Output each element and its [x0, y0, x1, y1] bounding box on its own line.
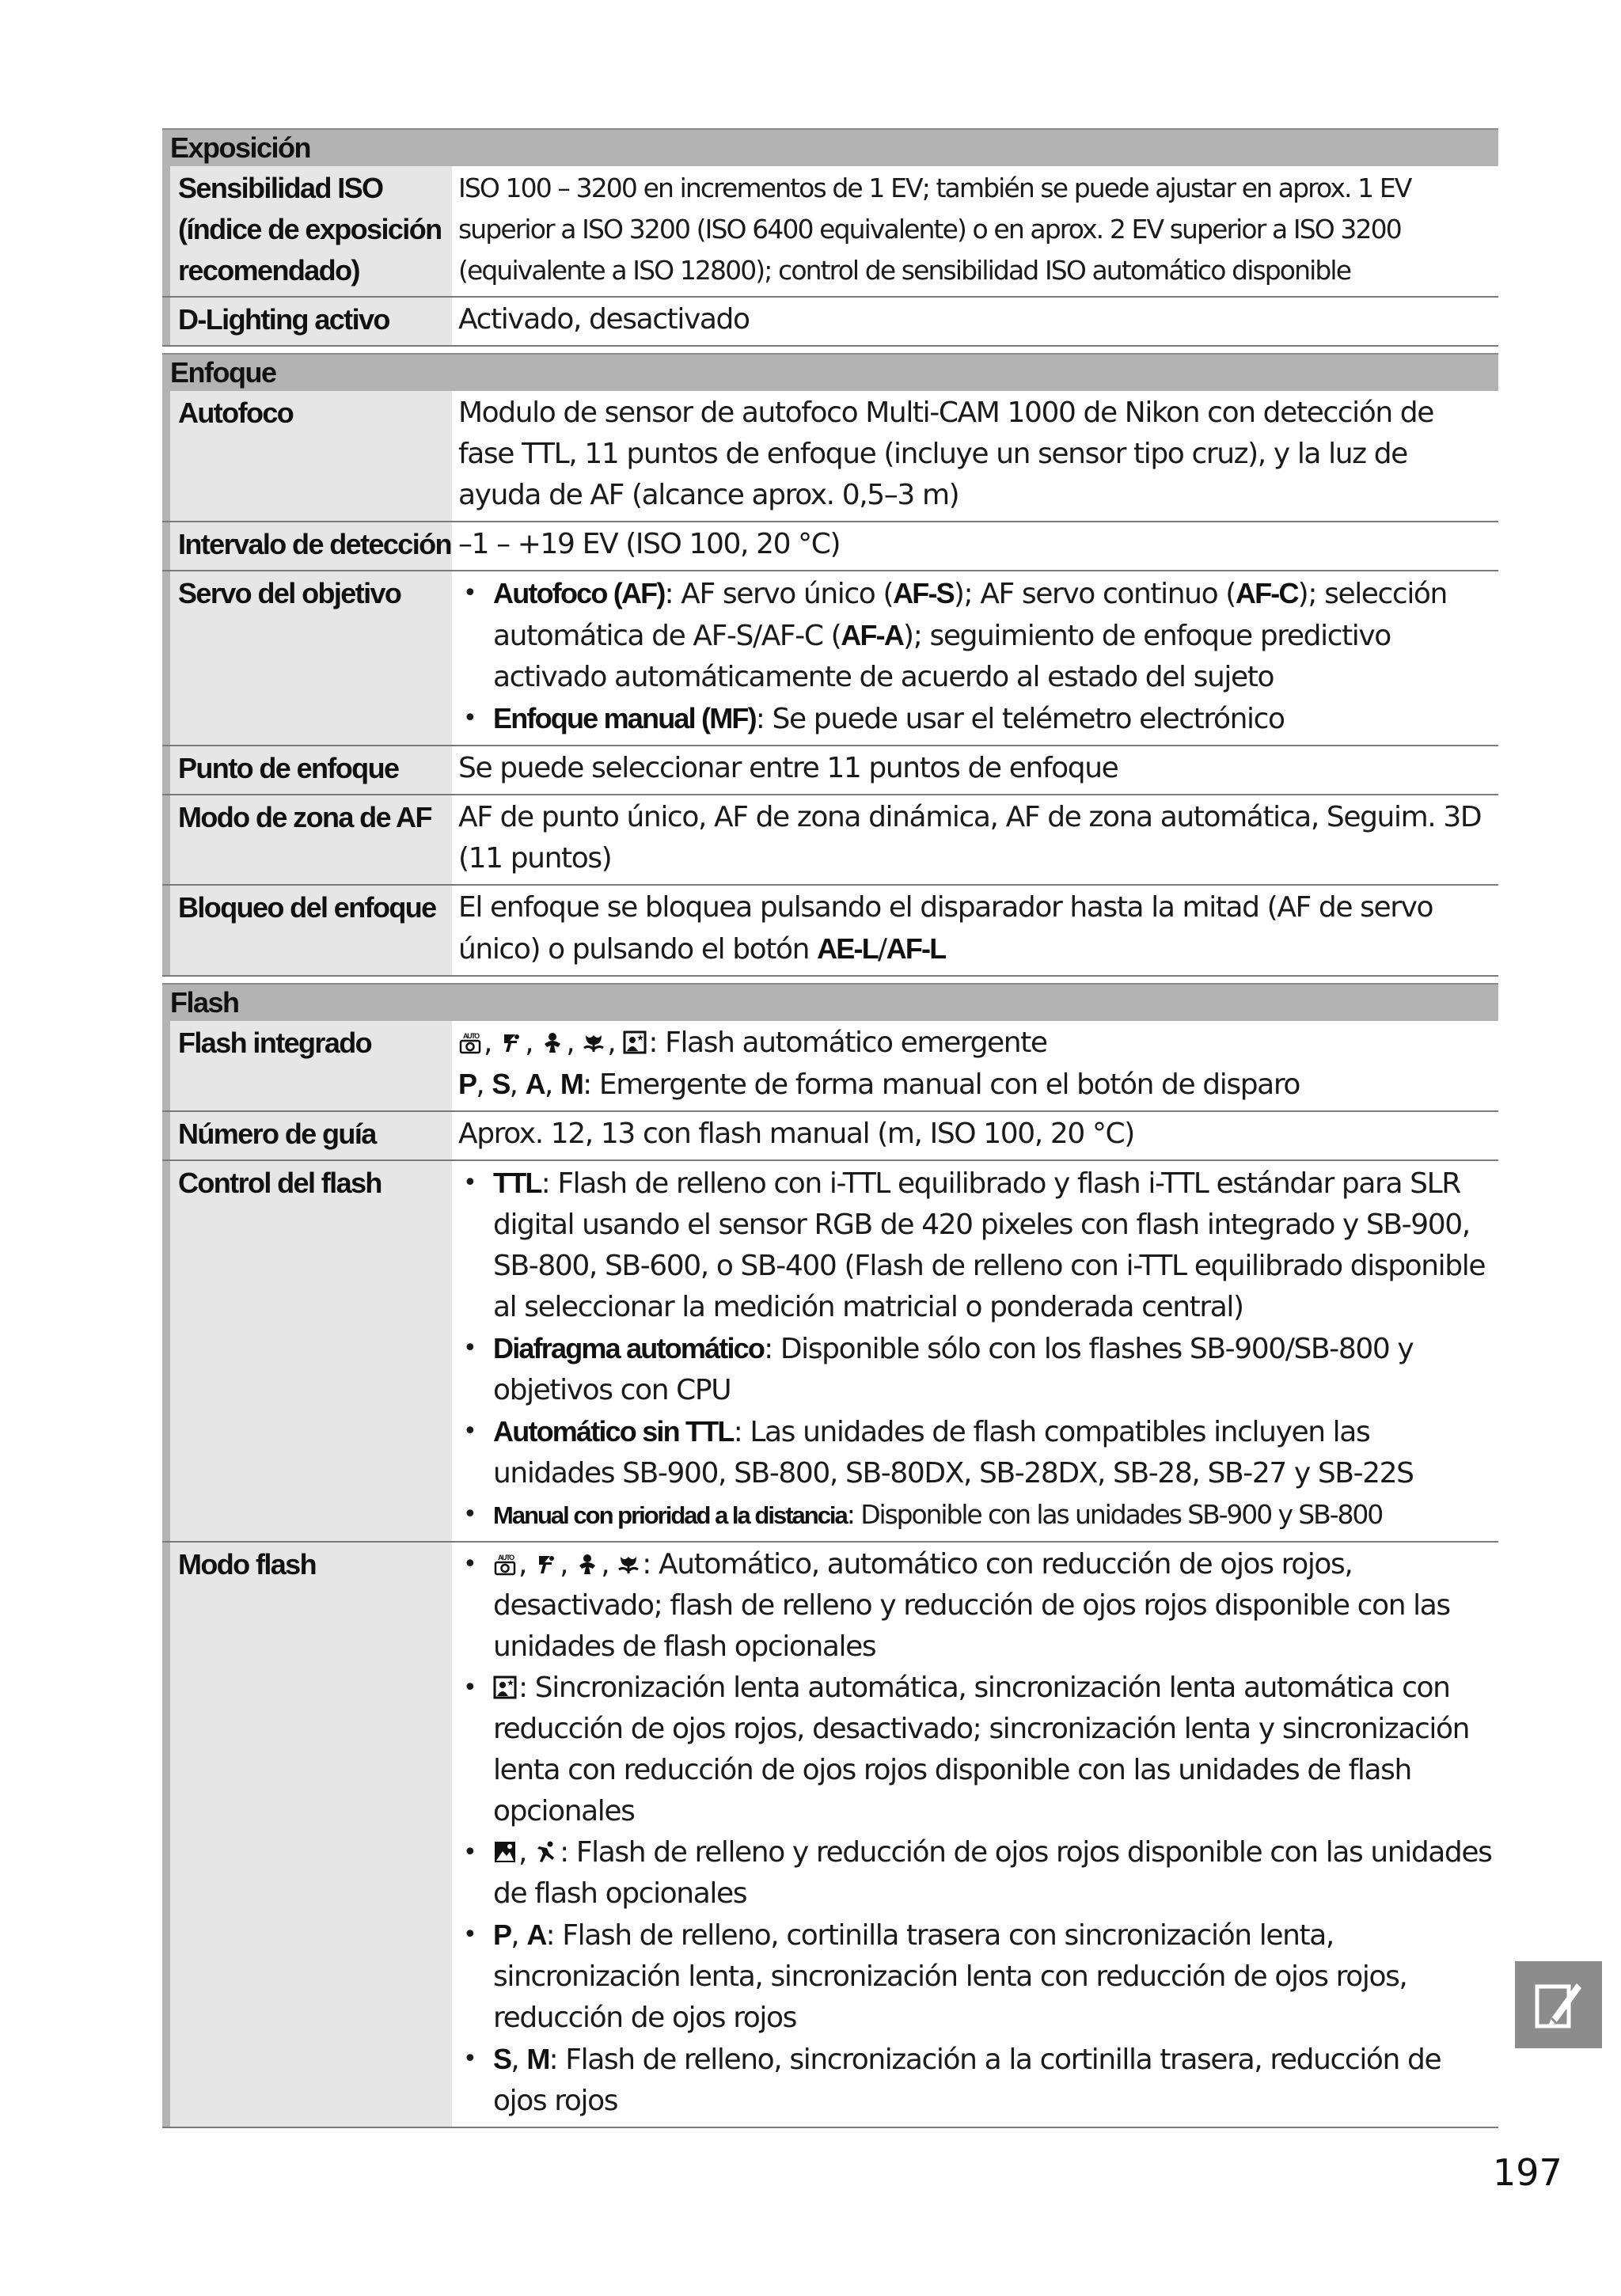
spec-value: AF de punto único, AF de zona dinámica, AF de zona automática, Seguim. 3D (11 puntos)	[458, 801, 1482, 875]
list-item	[458, 1411, 1492, 1494]
text: : AF servo único (	[664, 578, 894, 610]
text: : Disponible sólo con los flashes SB-900/SB-800 y objetivos con CPU	[493, 1333, 1414, 1406]
built-in-flash-line-manual: P, S, A, M: Emergente de forma manual con el botón de disparo	[458, 1068, 1300, 1101]
spec-row-guide-number	[162, 1112, 1498, 1161]
built-in-flash-line-auto: , , , , : Flash automático emergente	[458, 1023, 1492, 1064]
text: : Sincronización lenta automática, sincronización lenta automática con reducción de ojos rojos, desactivado; sincronización lenta y sincronización lenta con reducción de ojos rojos disponible con las unidades de flash opcionales	[493, 1672, 1470, 1827]
list-item	[458, 1668, 1492, 1832]
keyword: Manual con prioridad a la distancia	[493, 1501, 847, 1529]
spec-value: ISO 100 – 3200 en incrementos de 1 EV; también se puede ajustar en aprox. 1 EV superior a ISO 3200 (ISO 6400 equivalente) o en aprox. 2 EV superior a ISO 3200 (equivalente a ISO 12800); control de sensibilidad ISO automático disponible	[458, 173, 1411, 286]
spec-label: Servo del objetivo	[162, 571, 452, 745]
text: : Flash de relleno, cortinilla trasera con sincronización lenta, sincronización lenta, sincronización lenta con reducción de ojos rojos, reducción de ojos rojos	[493, 1919, 1407, 2034]
list-item	[458, 698, 1492, 740]
mode-s: S	[492, 1068, 510, 1100]
keyword: AE-L	[817, 932, 878, 965]
spec-row-af-area-mode	[162, 795, 1498, 886]
keyword: AF-S	[893, 577, 954, 609]
spec-label: Control del flash	[162, 1161, 452, 1541]
spec-row-focus-lock	[162, 886, 1498, 977]
close-up-mode-icon	[617, 1552, 640, 1576]
text: : Flash automático emergente	[648, 1027, 1047, 1059]
spec-label: Número de guía	[162, 1112, 452, 1159]
list-item	[458, 1163, 1492, 1328]
text: ); seguimiento de enfoque predictivo activado automáticamente de acuerdo al estado del sujeto	[493, 620, 1391, 693]
list-item: • S, M: Flash de relleno, sincronización a la cortinilla trasera, reducción de ojos rojos	[458, 2039, 1492, 2122]
text: : Flash de relleno y reducción de ojos rojos disponible con las unidades de flash opcionales	[493, 1836, 1492, 1910]
list-item	[458, 1494, 1492, 1536]
spec-row-built-in-flash	[162, 1021, 1498, 1112]
keyword: Automático sin TTL	[493, 1415, 734, 1448]
page-number: 197	[1493, 2151, 1562, 2194]
spec-label: Sensibilidad ISO (índice de exposición recomendado)	[162, 166, 452, 296]
section-focus	[162, 353, 1498, 977]
text: : Las unidades de flash compatibles incluyen las unidades SB-900, SB-800, SB-80DX, SB-28DX, SB-28, SB-27 y SB-22S	[493, 1416, 1414, 1490]
bullet-list	[458, 1544, 1492, 2122]
keyword: Autofoco (AF)	[493, 577, 665, 609]
spec-value: Activado, desactivado	[458, 303, 750, 336]
mode-a: A	[526, 1918, 546, 1951]
spec-value: –1 – +19 EV (ISO 100, 20 °C)	[458, 528, 841, 560]
mode-a: A	[525, 1068, 545, 1100]
spec-row-detection-range	[162, 522, 1498, 571]
text: : Flash de relleno con i-TTL equilibrado y flash i-TTL estándar para SLR digital usando el sensor RGB de 420 pixeles con flash integrado y SB-900, SB-800, SB-600, o SB-400 (Flash de relleno con i-TTL equilibrado disponible al seleccionar la medición matricial o ponderada central)	[493, 1167, 1486, 1323]
technical-notes-tab-icon	[1534, 1979, 1583, 2031]
list-item: • , : Flash de relleno y reducción de ojos rojos disponible con las unidades de flash opcionales	[458, 1832, 1492, 1915]
text: El enfoque se bloquea pulsando el disparador hasta la mitad (AF de servo único) o pulsando el botón	[458, 891, 1433, 966]
sports-mode-icon	[534, 1840, 558, 1864]
spec-row-flash-mode	[162, 1543, 1498, 2128]
child-mode-icon	[575, 1552, 599, 1576]
technical-notes-tab	[1515, 1961, 1602, 2048]
list-item	[458, 1328, 1492, 1411]
mode-p: P	[493, 1918, 511, 1951]
list-item	[458, 573, 1492, 698]
night-portrait-mode-icon	[493, 1676, 517, 1699]
keyword: Diafragma automático	[493, 1332, 765, 1364]
mode-m: M	[560, 1068, 583, 1100]
spec-row-focus-point	[162, 746, 1498, 795]
spec-row-iso-sensitivity	[162, 166, 1498, 298]
spec-value	[452, 1543, 1498, 2127]
bullet-list	[458, 1163, 1492, 1536]
spec-value: Se puede seleccionar entre 11 puntos de enfoque	[458, 752, 1118, 784]
text: : Se puede usar el telémetro electrónico	[755, 703, 1285, 735]
bullet-list	[458, 573, 1492, 740]
night-portrait-mode-icon	[623, 1030, 647, 1054]
portrait-mode-icon	[534, 1552, 558, 1576]
landscape-mode-icon	[493, 1840, 517, 1864]
keyword: Enfoque manual (MF)	[493, 702, 756, 734]
list-item: • , , , : Automático, automático con reducción de ojos rojos, desactivado; flash de relleno y reducción de ojos rojos disponible con las unidades de flash opcionales	[458, 1544, 1492, 1668]
spec-value	[452, 571, 1498, 745]
mode-m: M	[526, 2043, 549, 2075]
spec-value	[452, 1021, 1498, 1110]
spec-label: Intervalo de detección	[162, 522, 452, 570]
spec-label: Flash integrado	[162, 1021, 452, 1110]
section-exposure	[162, 128, 1498, 347]
spec-row-lens-servo	[162, 571, 1498, 746]
spec-value	[452, 1161, 1498, 1541]
auto-mode-icon	[458, 1030, 482, 1054]
close-up-mode-icon	[582, 1030, 606, 1054]
separator: /	[877, 933, 886, 966]
text: ); selección automática de AF-S/AF-C (	[493, 578, 1447, 652]
spec-value	[452, 886, 1498, 975]
spec-label: Punto de enfoque	[162, 746, 452, 794]
mode-s: S	[493, 2043, 511, 2075]
text: ); AF servo continuo (	[953, 578, 1236, 610]
portrait-mode-icon	[499, 1030, 523, 1054]
auto-mode-icon	[493, 1552, 517, 1576]
child-mode-icon	[541, 1030, 564, 1054]
spec-label: Bloqueo del enfoque	[162, 886, 452, 975]
spec-row-autofocus	[162, 391, 1498, 522]
spec-row-active-d-lighting	[162, 298, 1498, 347]
keyword: AF-L	[886, 932, 946, 965]
text: : Automático, automático con reducción de ojos rojos, desactivado; flash de relleno y reducción de ojos rojos disponible con las unidades de flash opcionales	[493, 1548, 1450, 1663]
specifications-table	[162, 128, 1498, 2135]
keyword: AF-A	[841, 619, 904, 651]
keyword: AF-C	[1235, 577, 1298, 609]
spec-label: D-Lighting activo	[162, 298, 452, 345]
spec-label: Modo de zona de AF	[162, 795, 452, 884]
spec-value: Modulo de sensor de autofoco Multi-CAM 1000 de Nikon con detección de fase TTL, 11 puntos de enfoque (incluye un sensor tipo cruz), y la luz de ayuda de AF (alcance aprox. 0,5–3 m)	[458, 397, 1433, 511]
section-flash	[162, 983, 1498, 2128]
keyword: TTL	[493, 1167, 541, 1199]
section-title-focus: Enfoque	[162, 353, 1498, 391]
spec-label: Autofoco	[162, 391, 452, 521]
text: : Emergente de forma manual con el botón de disparo	[583, 1068, 1300, 1101]
section-title-flash: Flash	[162, 983, 1498, 1021]
text: : Flash de relleno, sincronización a la cortinilla trasera, reducción de ojos rojos	[493, 2044, 1441, 2117]
text: : Disponible con las unidades SB-900 y SB-800	[846, 1499, 1383, 1530]
list-item: • P, A: Flash de relleno, cortinilla trasera con sincronización lenta, sincronización lenta, sincronización lenta con reducción de ojos rojos, reducción de ojos rojos	[458, 1915, 1492, 2039]
spec-value: Aprox. 12, 13 con flash manual (m, ISO 100, 20 °C)	[458, 1118, 1134, 1150]
mode-p: P	[458, 1068, 476, 1100]
spec-row-flash-control	[162, 1161, 1498, 1543]
spec-label: Modo flash	[162, 1543, 452, 2127]
section-title-exposure: Exposición	[162, 128, 1498, 166]
